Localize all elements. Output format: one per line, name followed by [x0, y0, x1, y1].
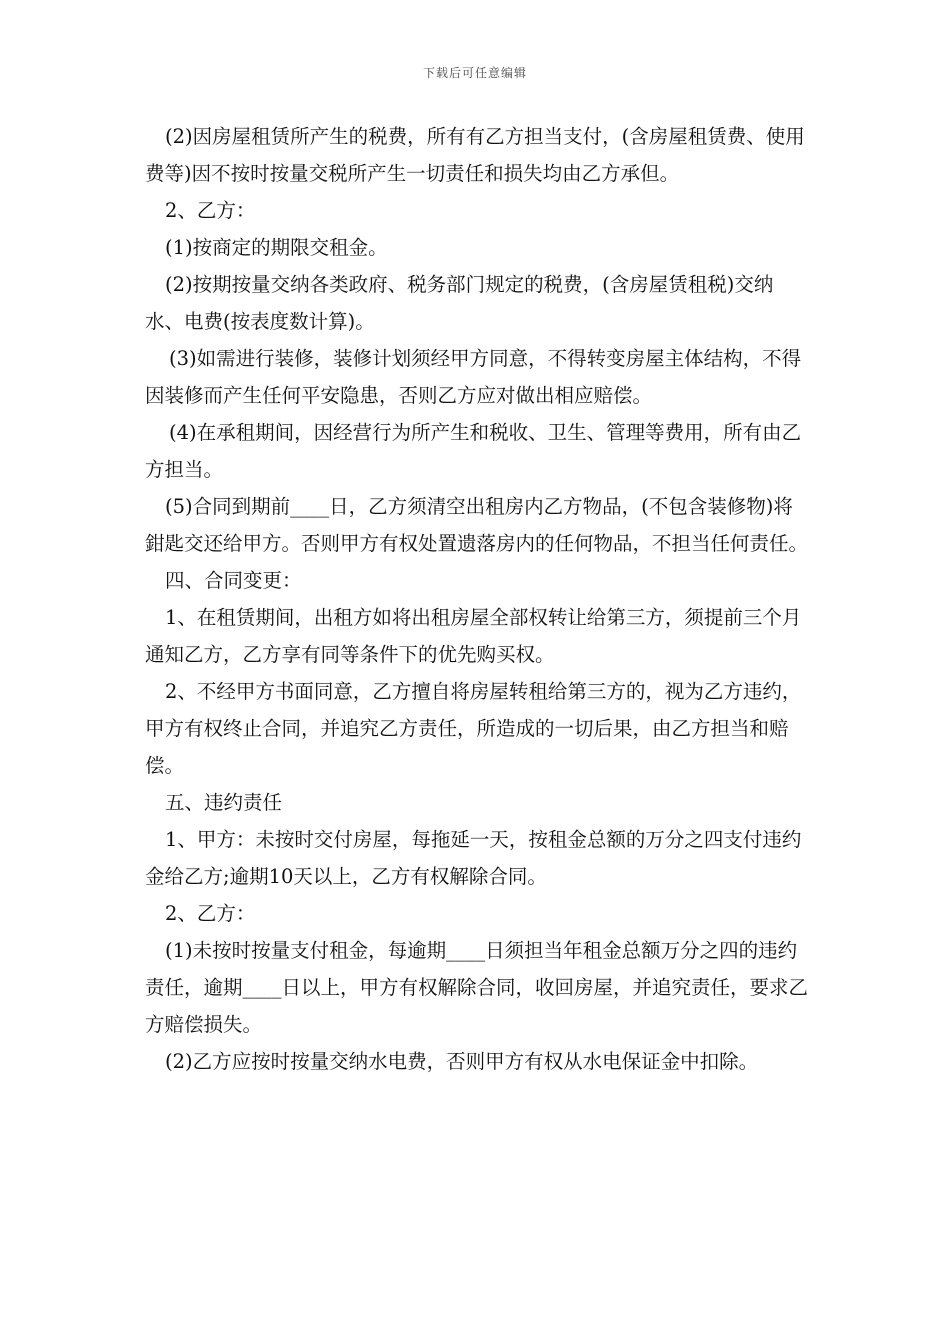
heading-breach-liability: 五、违约责任 [165, 791, 283, 814]
paragraph-late-rent: (1)未按时按量支付租金，每逾期____日须担当年租金总额万分之四的违约责任，逾期____日以上，甲方有权解除合同，收回房屋，并追究责任，要求乙方赔偿损失。 [145, 939, 809, 1036]
paragraph-pay-rent: (1)按商定的期限交租金。 [165, 236, 388, 259]
paragraph-move-out: (5)合同到期前____日，乙方须清空出租房内乙方物品，(不包含装修物)将鉗匙交还给甲方。否则甲方有权处置遗落房内的任何物品，不担当任何责任。 [145, 495, 809, 555]
section-party-b-breach: 2、乙方： [165, 902, 256, 925]
paragraph-lease-fees: (4)在承租期间，因经营行为所产生和税收、卫生、管理等费用，所有由乙方担当。 [145, 421, 802, 481]
paragraph-sublease: 2、不经甲方书面同意，乙方擅自将房屋转租给第三方的，视为乙方违约，甲方有权终止合同，并追究乙方责任，所造成的一切后果，由乙方担当和赔偿。 [145, 680, 802, 777]
page-header: 下载后可任意编辑 [422, 66, 527, 80]
heading-contract-change: 四、合同变更： [165, 569, 302, 592]
paragraph-tax-responsibility: (2)因房屋租赁所产生的税费，所有有乙方担当支付，(含房屋租赁费、使用费等)因不按时按量交税所产生一切责任和损失均由乙方承但。 [145, 125, 805, 185]
paragraph-party-a-breach: 1、甲方：未按时交付房屋，每拖延一天，按租金总额的万分之四支付违约金给乙方;逾期10天以上，乙方有权解除合同。 [145, 828, 802, 888]
paragraph-renovation: (3)如需进行装修，装修计划须经甲方同意，不得转变房屋主体结构，不得因装修而产生任何平安隐患，否则乙方应对做出相应赔偿。 [145, 347, 802, 407]
paragraph-pay-taxes: (2)按期按量交纳各类政府、税务部门规定的税费，(含房屋赁租税)交纳水、电费(按表度数计算)。 [145, 273, 774, 333]
paragraph-transfer-notice: 1、在租赁期间，出租方如将出租房屋全部权转让给第三方，须提前三个月通知乙方，乙方享有同等条件下的优先购买权。 [145, 606, 802, 666]
section-party-b: 2、乙方： [165, 199, 256, 222]
paragraph-utilities: (2)乙方应按时按量交纳水电费，否则甲方有权从水电保证金中扣除。 [165, 1050, 759, 1073]
document-body [145, 118, 810, 1080]
